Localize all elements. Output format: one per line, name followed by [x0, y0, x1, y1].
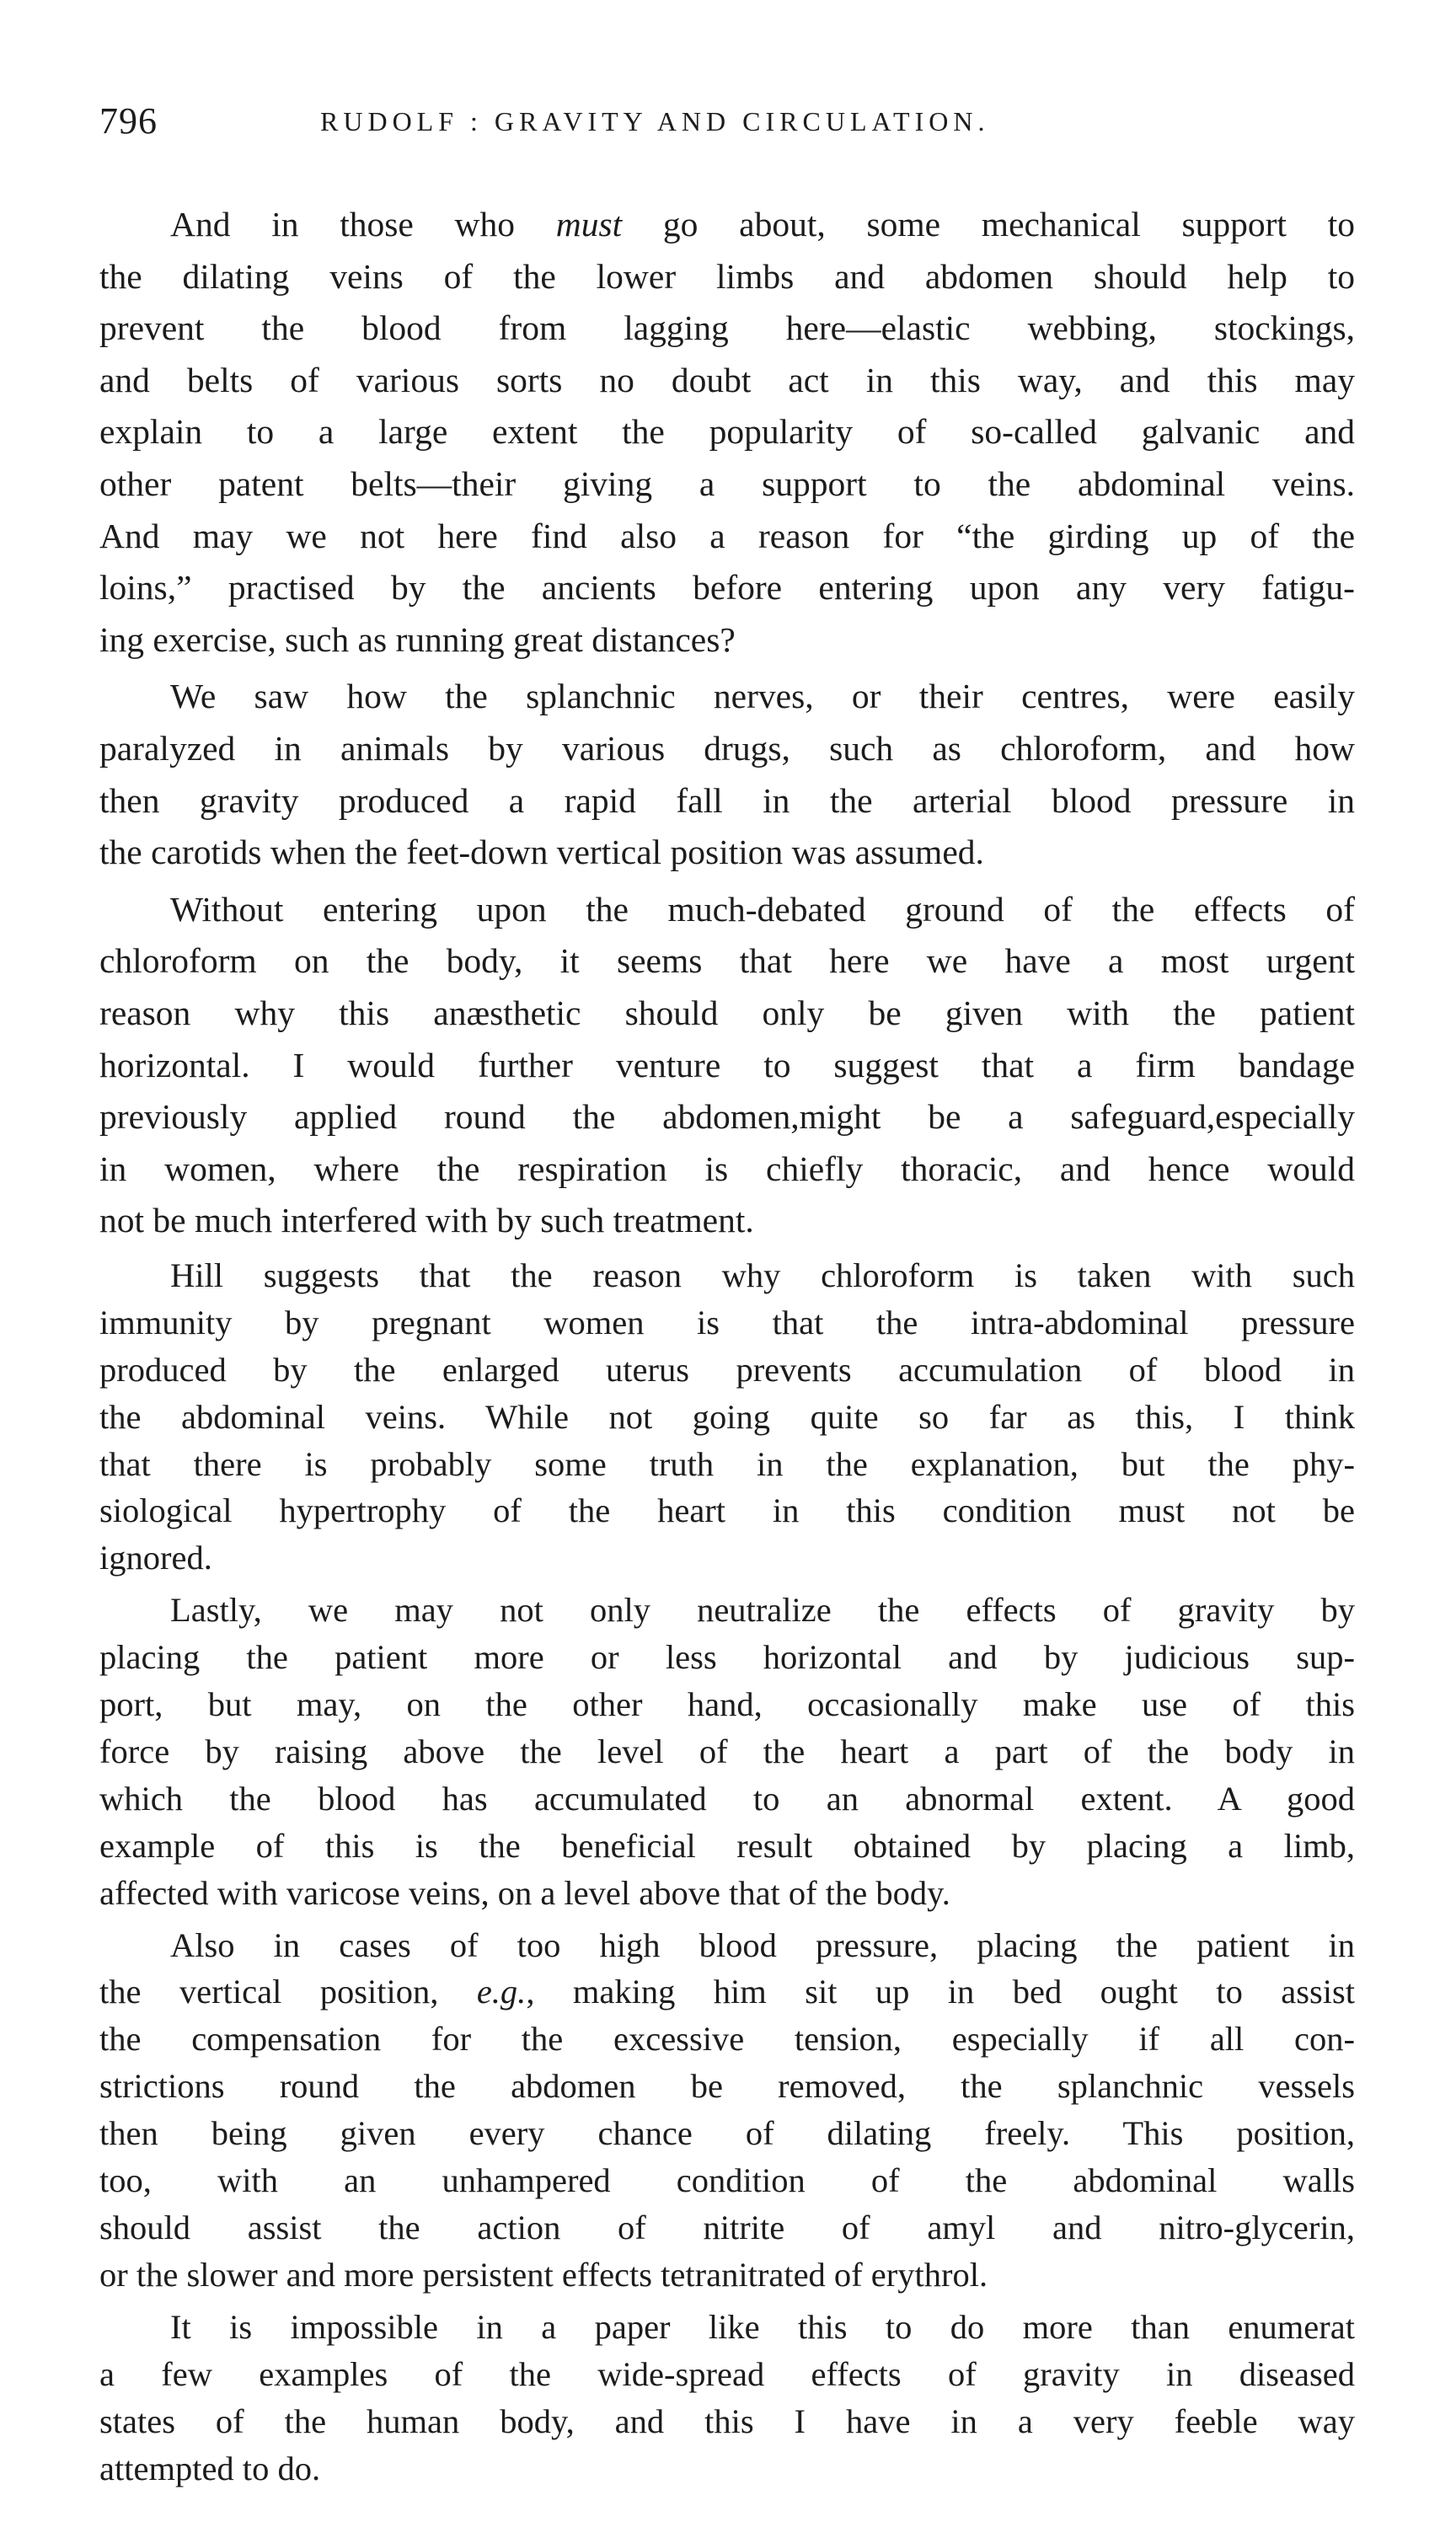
text-run: the vertical position,	[99, 1973, 477, 2011]
text-line: immunity by pregnant women is that the intra-abdominal pressure	[99, 1303, 1355, 1341]
text-line: ignored.	[99, 1539, 212, 1577]
text-line: It is impossible in a paper like this to do more than enumerat	[170, 2307, 1355, 2346]
italic-emphasis: must	[555, 205, 623, 244]
text-run: And in those who	[170, 205, 556, 244]
text-line: loins,” practised by the ancients before entering upon any very fatigu-	[99, 568, 1355, 608]
paragraph-4	[99, 1252, 1355, 1582]
text-line: other patent belts—their giving a support to the abdominal veins.	[99, 463, 1355, 503]
text-line: that there is probably some truth in the explanation, but the phy-	[99, 1444, 1355, 1483]
paragraph-1	[99, 199, 1355, 666]
text-line: the dilating veins of the lower limbs and abdomen should help to	[99, 256, 1355, 296]
text-line: siological hypertrophy of the heart in this condition must not be	[99, 1491, 1355, 1530]
italic-emphasis: e.g.	[476, 1973, 527, 2011]
running-title: RUDOLF : GRAVITY AND CIRCULATION.	[320, 106, 990, 137]
paragraph-2	[99, 671, 1355, 878]
text-line: example of this is the beneficial result obtained by placing a limb,	[99, 1826, 1355, 1865]
text-line: too, with an unhampered condition of the abdominal walls	[99, 2161, 1355, 2200]
text-line: the abdominal veins. While not going quite so far as this, I think	[99, 1397, 1355, 1436]
text-line: in women, where the respiration is chiefly thoracic, and hence would	[99, 1149, 1355, 1188]
text-line: or the slower and more persistent effects tetranitrated of erythrol.	[99, 2255, 988, 2294]
text-line: placing the patient more or less horizontal and by judicious sup-	[99, 1638, 1355, 1677]
text-run: go about, some mechanical support to	[622, 205, 1355, 244]
text-line: which the blood has accumulated to an abnormal extent. A good	[99, 1779, 1355, 1818]
text-line: states of the human body, and this I have in a very feeble way	[99, 2402, 1355, 2440]
paragraph-3	[99, 884, 1355, 1247]
text-line: And may we not here find also a reason for “the girding up of the	[99, 516, 1355, 555]
text-line: the carotids when the feet-down vertical position was assumed.	[99, 833, 984, 872]
page-number: 796	[99, 100, 158, 142]
paragraph-6	[99, 1922, 1355, 2299]
text-line: ing exercise, such as running great distances?	[99, 619, 736, 659]
text-line: strictions round the abdomen be removed, the splanchnic vessels	[99, 2067, 1355, 2106]
text-line: not be much interfered with by such treatment.	[99, 1201, 754, 1240]
text-line: Also in cases of too high blood pressure, placing the patient in	[170, 1925, 1355, 1964]
text-line: explain to a large extent the popularity of so-called galvanic and	[99, 412, 1355, 452]
paragraph-5	[99, 1587, 1355, 1916]
text-line: We saw how the splanchnic nerves, or their centres, were easily	[170, 677, 1355, 716]
text-line: Hill suggests that the reason why chloroform is taken with such	[170, 1256, 1355, 1294]
text-line: Lastly, we may not only neutralize the effects of gravity by	[170, 1591, 1355, 1630]
running-head	[99, 99, 1363, 150]
text-run: , making him sit up in bed ought to assist	[526, 1973, 1356, 2011]
text-line: previously applied round the abdomen,might be a safeguard,especially	[99, 1097, 1355, 1137]
paragraph-7	[99, 2304, 1355, 2493]
text-line: affected with varicose veins, on a level above that of the body.	[99, 1873, 950, 1912]
text-line: then gravity produced a rapid fall in the arterial blood pressure in	[99, 780, 1355, 820]
text-line: paralyzed in animals by various drugs, such as chloroform, and how	[99, 728, 1355, 768]
text-line: reason why this anæsthetic should only be given with the patient	[99, 993, 1355, 1032]
text-line: attempted to do.	[99, 2449, 321, 2487]
text-line: prevent the blood from lagging here—elastic webbing, stockings,	[99, 308, 1355, 348]
text-line	[99, 199, 1355, 251]
text-line: force by raising above the level of the heart a part of the body in	[99, 1732, 1355, 1770]
body-text	[99, 199, 1355, 2497]
text-line: should assist the action of nitrite of amyl and nitro-glycerin,	[99, 2209, 1355, 2246]
text-line: produced by the enlarged uterus prevents accumulation of blood in	[99, 1350, 1355, 1389]
text-line: then being given every chance of dilating freely. This position,	[99, 2114, 1355, 2153]
text-line: and belts of various sorts no doubt act in this way, and this may	[99, 360, 1355, 399]
text-line: chloroform on the body, it seems that here we have a most urgent	[99, 941, 1355, 981]
text-line: a few examples of the wide-spread effects of gravity in diseased	[99, 2354, 1355, 2393]
text-line: port, but may, on the other hand, occasionally make use of this	[99, 1685, 1355, 1724]
text-line: the compensation for the excessive tension, especially if all con-	[99, 2020, 1355, 2059]
text-line: horizontal. I would further venture to suggest that a firm bandage	[99, 1045, 1355, 1084]
text-line	[99, 1968, 1355, 2016]
text-line: Without entering upon the much-debated ground of the effects of	[170, 889, 1355, 929]
